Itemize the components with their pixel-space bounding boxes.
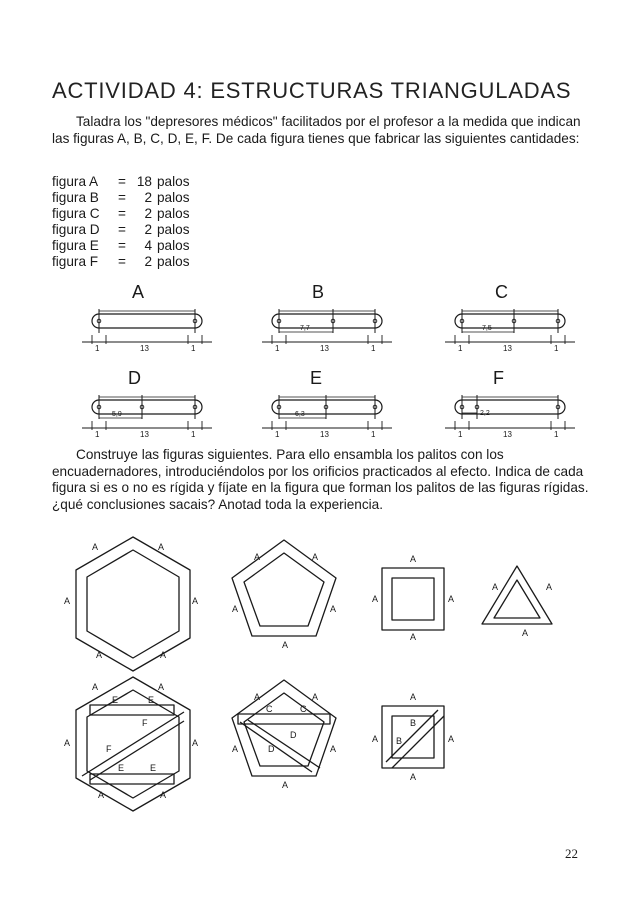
stick-drawing-b	[262, 282, 392, 353]
structure-label: A	[64, 596, 71, 606]
structure-label: C	[300, 704, 307, 714]
structure-label: A	[92, 542, 99, 552]
structure-label: D	[268, 744, 275, 754]
stick-letter: C	[495, 282, 508, 302]
quantity-figure: figura B	[52, 190, 99, 205]
quantity-row	[52, 174, 190, 190]
stick-letter: E	[310, 368, 323, 388]
quantity-count: 18	[136, 174, 152, 189]
stick-drawing-d	[82, 368, 212, 439]
quantity-row	[52, 206, 190, 222]
triangle-structure	[482, 566, 552, 624]
structure-label: E	[118, 763, 125, 773]
stick-end-label: 1	[275, 430, 280, 439]
quantity-figure: figura E	[52, 238, 99, 253]
structure-label: A	[330, 744, 337, 754]
stick-end-label: 1	[554, 344, 559, 353]
stick-drawing-a	[82, 282, 212, 353]
structure-label: A	[410, 692, 417, 702]
braced-hexagon-structure	[76, 677, 190, 811]
quantity-row	[52, 254, 190, 270]
stick-inner-label: 7,7	[300, 325, 310, 332]
structure-label: A	[64, 738, 71, 748]
structure-label: A	[160, 650, 167, 660]
stick-end-label: 1	[371, 430, 376, 439]
structure-label: A	[254, 552, 261, 562]
structure-label: F	[106, 744, 112, 754]
braced-square-structure	[382, 706, 444, 768]
square-structure	[382, 568, 444, 630]
quantity-equals: =	[118, 190, 126, 205]
instructions-paragraph: Construye las figuras siguientes. Para ello ensambla los palitos con los encuadernadores, introduciéndolos por los orificios practicados al efecto. Indica de cada figura si es o no es rígida y fíjate en la figura que forman los palitos de las figuras rígidas. ¿qué conclusiones sacais? Anotad toda la experiencia.	[52, 447, 589, 512]
structure-label: A	[192, 738, 199, 748]
stick-inner-label: 2,2	[480, 410, 490, 417]
stick-length-label: 13	[503, 430, 512, 439]
page-number: 22	[565, 846, 578, 861]
braced-pentagon-structure	[232, 680, 336, 776]
quantity-list	[52, 174, 190, 270]
structure-label: A	[372, 734, 379, 744]
structure-label: A	[92, 682, 99, 692]
structure-label: A	[96, 650, 103, 660]
quantity-unit: palos	[157, 174, 190, 189]
structure-label: A	[160, 790, 167, 800]
structure-label: E	[148, 695, 155, 705]
stick-drawing-c	[445, 282, 575, 353]
structure-label: C	[266, 704, 273, 714]
structure-label: A	[546, 582, 553, 592]
structure-label: A	[410, 554, 417, 564]
structure-label: A	[282, 640, 289, 650]
quantity-count: 2	[144, 254, 152, 269]
structure-label: A	[522, 628, 529, 638]
stick-length-label: 13	[140, 344, 149, 353]
structure-label: A	[232, 744, 239, 754]
structure-label: E	[150, 763, 157, 773]
quantity-equals: =	[118, 238, 126, 253]
structure-label: A	[282, 780, 289, 790]
stick-end-label: 1	[458, 430, 463, 439]
structure-label: A	[158, 682, 165, 692]
stick-length-label: 13	[320, 430, 329, 439]
quantity-equals: =	[118, 206, 126, 221]
stick-length-label: 13	[320, 344, 329, 353]
stick-inner-label: 5,9	[112, 411, 122, 418]
structure-label: A	[312, 692, 319, 702]
stick-end-label: 1	[95, 430, 100, 439]
quantity-equals: =	[118, 254, 126, 269]
stick-inner-label: 7,5	[482, 325, 492, 332]
structure-label: B	[410, 718, 417, 728]
quantity-count: 2	[144, 206, 152, 221]
structure-label: A	[492, 582, 499, 592]
quantity-row	[52, 238, 190, 254]
structure-label: A	[410, 772, 417, 782]
stick-end-label: 1	[371, 344, 376, 353]
stick-letter: B	[312, 282, 325, 302]
quantity-count: 4	[144, 238, 152, 253]
stick-letter: A	[132, 282, 145, 302]
stick-letter: F	[493, 368, 504, 388]
structure-label: A	[192, 596, 199, 606]
structure-label: A	[372, 594, 379, 604]
quantity-unit: palos	[157, 190, 190, 205]
quantity-unit: palos	[157, 206, 190, 221]
quantity-figure: figura F	[52, 254, 99, 269]
stick-end-label: 1	[275, 344, 280, 353]
structure-label: A	[410, 632, 417, 642]
quantity-row	[52, 222, 190, 238]
structure-label: F	[142, 718, 148, 728]
structure-label: A	[312, 552, 319, 562]
stick-drawing-e	[262, 368, 392, 439]
structure-label: A	[330, 604, 337, 614]
quantity-row	[52, 190, 190, 206]
quantity-figure: figura A	[52, 174, 99, 189]
structure-label: A	[98, 790, 105, 800]
structure-label: A	[448, 594, 455, 604]
structure-label: A	[232, 604, 239, 614]
structure-figures	[0, 530, 638, 830]
quantity-figure: figura C	[52, 206, 100, 221]
stick-end-label: 1	[554, 430, 559, 439]
quantity-unit: palos	[157, 238, 190, 253]
quantity-count: 2	[144, 222, 152, 237]
quantity-unit: palos	[157, 254, 190, 269]
quantity-equals: =	[118, 174, 126, 189]
stick-end-label: 1	[95, 344, 100, 353]
structure-label: B	[396, 736, 403, 746]
stick-end-label: 1	[191, 344, 196, 353]
quantity-unit: palos	[157, 222, 190, 237]
quantity-count: 2	[144, 190, 152, 205]
quantity-equals: =	[118, 222, 126, 237]
pentagon-structure	[232, 540, 336, 636]
structure-label: A	[448, 734, 455, 744]
structure-label: A	[158, 542, 165, 552]
stick-end-label: 1	[191, 430, 196, 439]
stick-letter: D	[128, 368, 141, 388]
stick-drawing-f	[445, 368, 575, 439]
structure-label: E	[112, 695, 119, 705]
intro-paragraph: Taladra los "depresores médicos" facilitados por el profesor a la medida que indican las figuras A, B, C, D, E, F. De cada figura tienes que fabricar las siguientes cantidades:	[52, 114, 581, 146]
quantity-figure: figura D	[52, 222, 100, 237]
structure-label: D	[290, 730, 297, 740]
stick-drawings	[0, 282, 638, 442]
stick-end-label: 1	[458, 344, 463, 353]
structure-label: A	[254, 692, 261, 702]
page-title: ACTIVIDAD 4: ESTRUCTURAS TRIANGULADAS	[52, 78, 572, 103]
hexagon-structure	[76, 537, 190, 671]
stick-length-label: 13	[503, 344, 512, 353]
stick-inner-label: 6,3	[295, 411, 305, 418]
stick-length-label: 13	[140, 430, 149, 439]
